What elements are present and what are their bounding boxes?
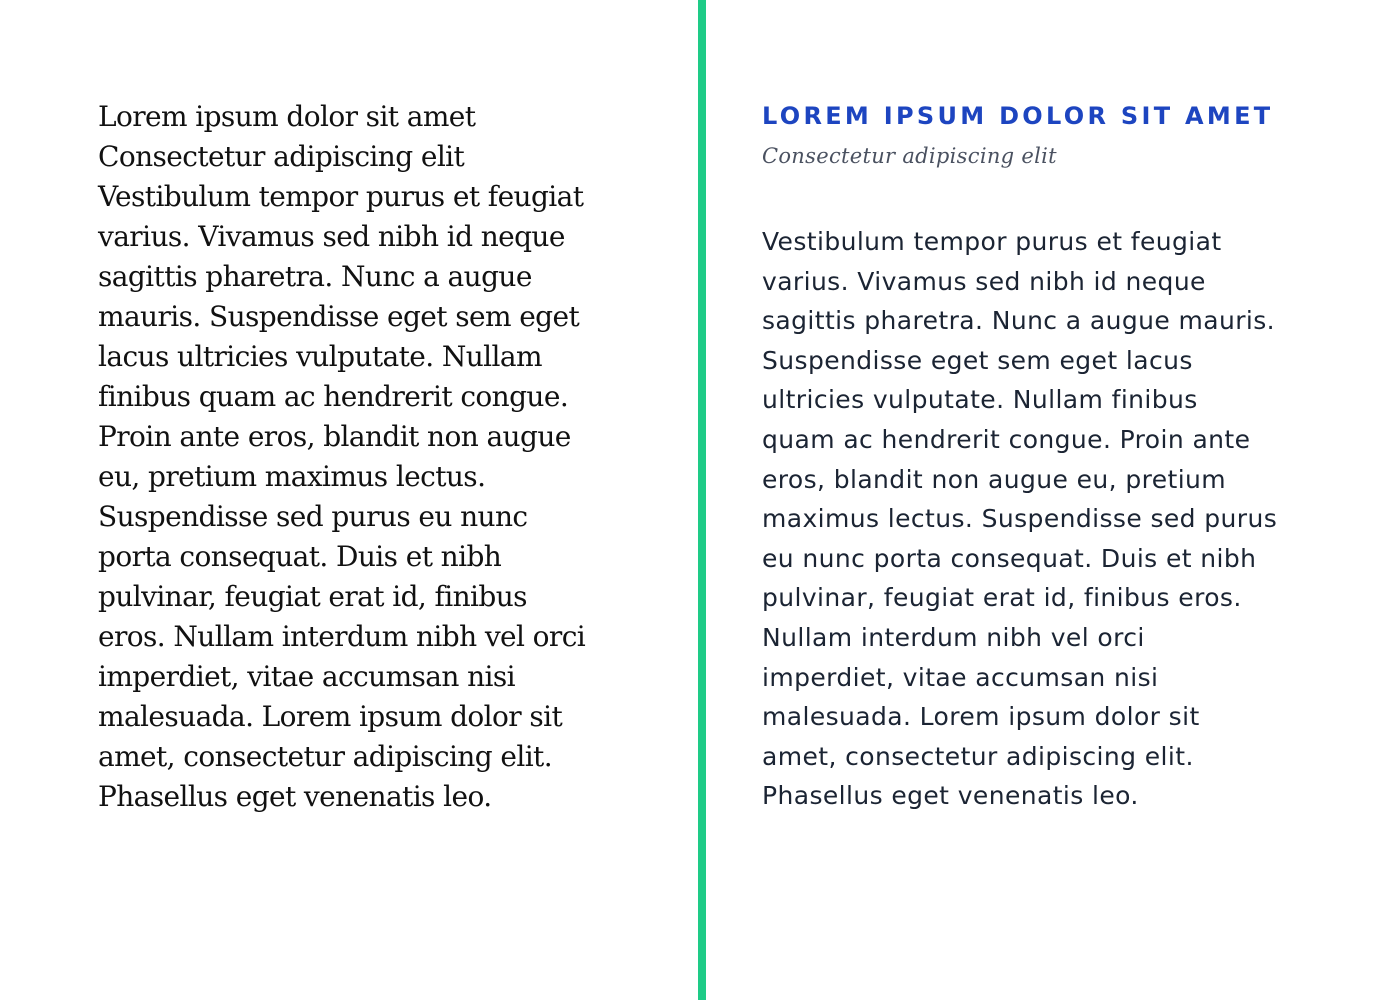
left-text-line: eu, pretium maximus lectus.: [98, 460, 486, 493]
left-text-line: imperdiet, vitae accumsan nisi: [98, 660, 516, 693]
left-text-line: eros. Nullam interdum nibh vel orci: [98, 620, 586, 653]
right-body-line: pulvinar, feugiat erat id, finibus eros.: [762, 583, 1242, 613]
right-body-line: malesuada. Lorem ipsum dolor sit: [762, 702, 1200, 732]
right-body-line: Vestibulum tempor purus et feugiat: [762, 227, 1222, 256]
left-text-line: finibus quam ac hendrerit congue.: [98, 380, 569, 413]
left-text-line: varius. Vivamus sed nibh id neque: [98, 220, 565, 253]
right-body-line: eros, blandit non augue eu, pretium: [762, 464, 1227, 494]
left-text-line: malesuada. Lorem ipsum dolor sit: [98, 700, 563, 733]
left-text-line: Vestibulum tempor purus et feugiat: [98, 180, 584, 213]
right-body-line: quam ac hendrerit congue. Proin ante: [762, 424, 1251, 454]
right-column-title: LOREM IPSUM DOLOR SIT AMET: [762, 102, 1274, 130]
right-body-line: imperdiet, vitae accumsan nisi: [762, 662, 1159, 692]
left-text-line: Proin ante eros, blandit non augue: [98, 420, 571, 453]
left-text-line: lacus ultricies vulputate. Nullam: [98, 340, 542, 373]
vertical-divider: [698, 0, 706, 1000]
right-body-line: ultricies vulputate. Nullam finibus: [762, 385, 1198, 415]
left-text-line: porta consequat. Duis et nibh: [98, 540, 502, 573]
right-body-line: eu nunc porta consequat. Duis et nibh: [762, 543, 1257, 573]
left-text-column: [98, 97, 638, 817]
right-column-subtitle: Consectetur adipiscing elit: [762, 144, 1057, 168]
left-text-line: mauris. Suspendisse eget sem eget: [98, 300, 580, 333]
right-body-line: sagittis pharetra. Nunc a augue mauris.: [762, 306, 1275, 336]
right-body-line: Phasellus eget venenatis leo.: [762, 781, 1139, 811]
left-text-line: Lorem ipsum dolor sit amet: [98, 100, 476, 133]
right-text-column: [762, 99, 1362, 816]
left-text-line: Phasellus eget venenatis leo.: [98, 780, 492, 813]
right-body-line: Suspendisse eget sem eget lacus: [762, 345, 1193, 375]
right-body-line: varius. Vivamus sed nibh id neque: [762, 266, 1206, 296]
left-text-line: Consectetur adipiscing elit: [98, 140, 465, 173]
right-column-body: [762, 222, 1362, 816]
right-body-line: maximus lectus. Suspendisse sed purus: [762, 504, 1278, 534]
left-text-line: Suspendisse sed purus eu nunc: [98, 500, 528, 533]
left-text-line: pulvinar, feugiat erat id, finibus: [98, 580, 527, 613]
left-text-line: sagittis pharetra. Nunc a augue: [98, 260, 532, 293]
right-body-line: Nullam interdum nibh vel orci: [762, 622, 1145, 652]
left-text-line: amet, consectetur adipiscing elit.: [98, 740, 553, 773]
right-body-line: amet, consectetur adipiscing elit.: [762, 741, 1194, 771]
